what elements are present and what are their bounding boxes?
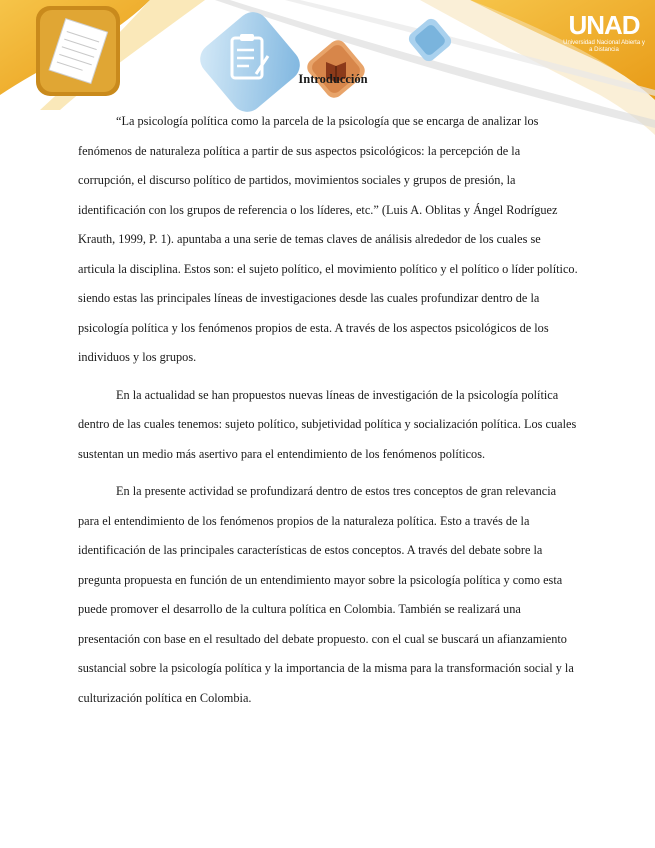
document-body — [78, 72, 578, 721]
unad-logo — [563, 4, 645, 64]
blue-tile-icon — [404, 14, 456, 66]
document-title: Introducción — [298, 72, 368, 86]
paragraph: En la presente actividad se profundizará dentro de estos tres conceptos de gran relevancia para el entendimiento de los fenómenos propios de la naturaleza política. Esto a través de la identificación de las principales características de estos conceptos. A través del debate sobre la pregunta propuesta en función de un entendimiento mayor sobre la psicología política y como esta puede promover el desarrollo de la cultura política en Colombia. También se realizará una presentación con base en el resultado del debate propuesto. con el cual se buscará un afianzamiento sustancial sobre la psicología política y la importancia de la misma para la transformación social y la culturización política en Colombia. — [78, 484, 574, 705]
paragraph: En la actualidad se han propuestos nuevas líneas de investigación de la psicología política dentro de las cuales tenemos: sujeto político, subjetividad política y socialización política. Los cuales sustentan un medio más asertivo para el entendimiento de los fenómenos políticos. — [78, 387, 577, 461]
logo-name: UNAD — [568, 10, 640, 40]
logo-subtitle: Universidad Nacional Abierta y a Distancia — [563, 40, 645, 53]
paragraph: “La psicología política como la parcela de la psicología que se encarga de analizar los fenómenos de naturaleza política a partir de sus aspectos psicológicos: la percepción de la corrupción, el discurso político de partidos, movimientos sociales y grupos de presión, la identificación con los grupos de referencia o los líderes, etc.” (Luis A. Oblitas y Ángel Rodríguez Krauth, 1999, P. 1). apuntaba a una serie de temas claves de análisis alrededor de los cuales se articula la disciplina. Estos son: el sujeto político, el movimiento político y el político o líder político. siendo estas las principales líneas de investigaciones desde las cuales profundizar dentro de la psicología política y los fenómenos propios de esta. A través de los aspectos psicológicos de los individuos y los grupos. — [78, 114, 578, 364]
